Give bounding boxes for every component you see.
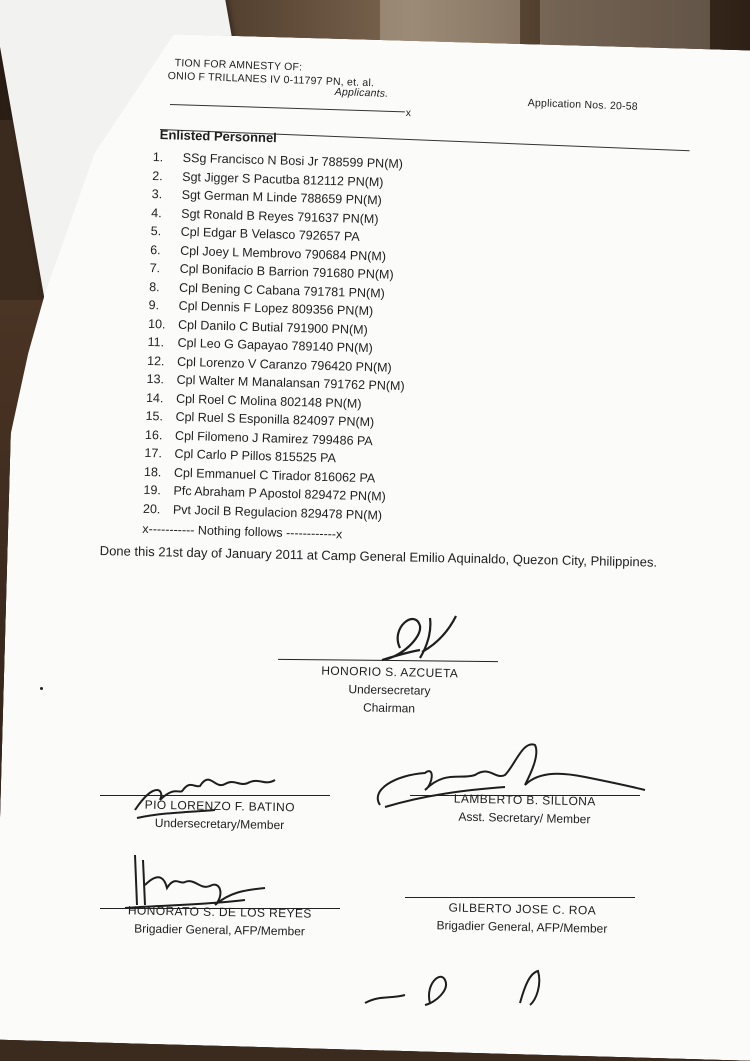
member2-title: Asst. Secretary/ Member: [458, 809, 591, 827]
member2-name: LAMBERTO B. SILLONA: [453, 791, 596, 809]
list-item-text: Cpl Dennis F Lopez 809356 PN(M): [178, 298, 374, 319]
member4-signature-block: [404, 898, 640, 939]
case-caption-line2: ONIO F TRILLANES IV 0-11797 PN, et. al.: [167, 70, 375, 90]
list-item-number: 5.: [150, 223, 162, 239]
list-item-text: Cpl Ruel S Esponilla 824097 PN(M): [175, 409, 375, 430]
list-item-number: 17.: [144, 445, 163, 461]
list-item-number: 19.: [143, 482, 162, 498]
personnel-list: [142, 150, 411, 543]
applicants-label: Applicants.: [334, 86, 389, 100]
member4-title: Brigadier General, AFP/Member: [436, 918, 608, 936]
list-item-number: 3.: [151, 186, 163, 202]
list-item-text: Cpl Bonifacio B Barrion 791680 PN(M): [179, 261, 394, 282]
list-item-number: 11.: [147, 334, 165, 350]
case-caption-line1: TION FOR AMNESTY OF:: [174, 57, 303, 74]
application-numbers: Application Nos. 20-58: [527, 97, 638, 113]
list-item-text: Cpl Lorenzo V Caranzo 796420 PN(M): [176, 354, 392, 375]
member1-signature-block: [99, 795, 340, 835]
closing-paragraph: Done this 21st day of January 2011 at Camp General Emilio Aquinaldo, Quezon City, Philippines.: [99, 542, 658, 570]
list-item-text: Cpl Roel C Molina 802148 PN(M): [175, 391, 362, 411]
list-item-number: 6.: [150, 242, 161, 257]
chairman-title: Undersecretary: [348, 682, 431, 698]
list-item-text: Cpl Carlo P Pillos 815525 PA: [174, 446, 337, 466]
caption-end-mark: x: [405, 107, 412, 120]
chairman-signature-block: [289, 661, 490, 719]
list-item-number: 14.: [145, 390, 164, 405]
list-item-number: 18.: [143, 464, 162, 479]
list-item-text: Sgt Ronald B Reyes 791637 PN(M): [181, 206, 379, 226]
list-item-number: 4.: [151, 205, 162, 220]
member3-signature-block: [94, 901, 345, 941]
list-item-text: Cpl Emmanuel C Tirador 816062 PA: [173, 465, 376, 485]
list-item-number: 8.: [148, 279, 160, 294]
list-item-text: Cpl Filomeno J Ramirez 799486 PA: [174, 428, 373, 448]
list-item-number: 15.: [145, 408, 164, 424]
list-item-number: 16.: [144, 427, 163, 442]
list-item-number: 9.: [148, 297, 160, 313]
list-item-number: 13.: [146, 371, 165, 387]
member2-signature-block: [409, 789, 640, 830]
list-item-text: Sgt German M Linde 788659 PN(M): [181, 187, 382, 208]
chairman-role: Chairman: [362, 700, 416, 716]
list-item-text: Sgt Jigger S Pacutba 812112 PN(M): [182, 169, 384, 189]
member3-title: Brigadier General, AFP/Member: [134, 921, 306, 939]
member3-name: HONORATO S. DE LOS REYES: [127, 903, 312, 921]
nothing-follows-marker: x----------- Nothing follows ------------x: [142, 521, 343, 542]
list-item-text: Cpl Leo G Gapayao 789140 PN(M): [177, 335, 373, 356]
list-item-text: Cpl Danilo C Butial 791900 PN(M): [177, 317, 368, 337]
list-item-number: 12.: [146, 353, 165, 368]
list-item-text: Cpl Bening C Cabana 791781 PN(M): [178, 280, 385, 301]
list-item-text: Cpl Walter M Manalansan 791762 PN(M): [176, 372, 405, 394]
chairman-name: HONORIO S. AZCUETA: [321, 663, 459, 681]
list-item-text: SSg Francisco N Bosi Jr 788599 PN(M): [182, 150, 404, 171]
list-item-number: 2.: [152, 168, 163, 183]
section-title: Enlisted Personnel: [159, 127, 278, 146]
stray-ink-dot: [40, 687, 43, 690]
list-item-number: 20.: [142, 501, 161, 516]
caption-rule: [170, 104, 405, 112]
partial-signature: [360, 965, 560, 1005]
list-item-number: 7.: [149, 260, 161, 276]
member1-name: PIO LORENZO F. BATINO: [144, 797, 296, 815]
list-item-text: Cpl Joey L Membrovo 790684 PN(M): [180, 243, 387, 264]
list-item-number: 10.: [147, 316, 166, 331]
list-item-number: 1.: [152, 150, 164, 165]
member4-name: GILBERTO JOSE C. ROA: [448, 900, 597, 918]
member1-title: Undersecretary/Member: [154, 815, 285, 833]
list-item-text: Cpl Edgar B Velasco 792657 PA: [180, 224, 360, 244]
list-item-text: Pfc Abraham P Apostol 829472 PN(M): [173, 483, 386, 504]
list-item-text: Pvt Jocil B Regulacion 829478 PN(M): [172, 502, 383, 523]
